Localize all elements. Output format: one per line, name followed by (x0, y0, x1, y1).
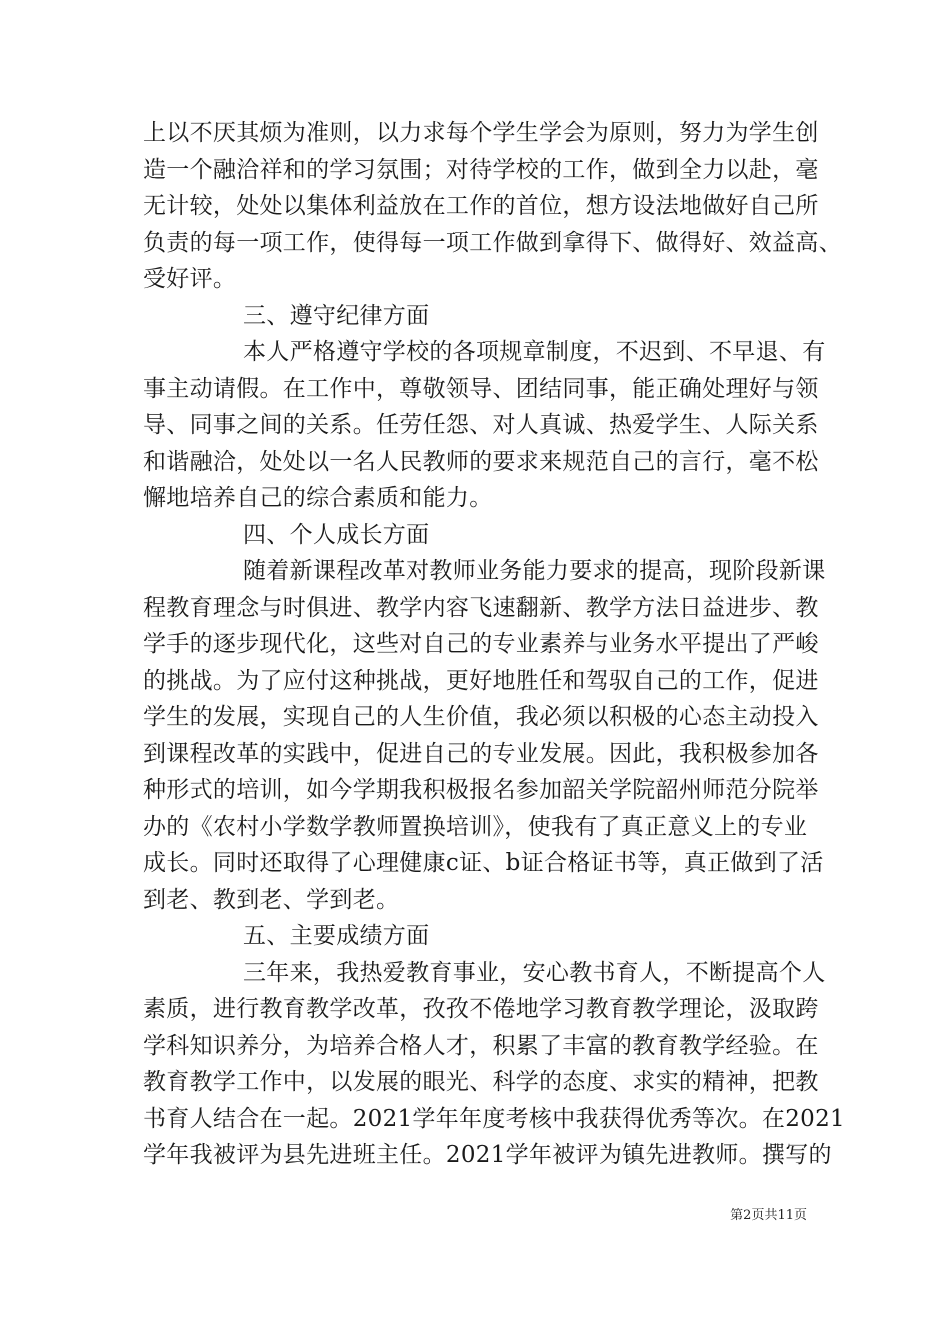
section-heading: 三、遵守纪律方面 (243, 302, 430, 329)
paragraph-line: 学科知识养分，为培养合格人才，积累了丰富的教育教学经验。在 (143, 1032, 819, 1059)
page-number: 第2页共11页 (730, 1208, 807, 1223)
paragraph-line: 导、同事之间的关系。任劳任怨、对人真诚、热爱学生、人际关系 (143, 412, 819, 438)
paragraph-line: 学手的逐步现代化，这些对自己的专业素养与业务水平提出了严峻 (143, 631, 819, 657)
paragraph-line: 和谐融洽，处处以一名人民教师的要求来规范自己的言行，毫不松 (143, 448, 819, 475)
paragraph-line: 三年来，我热爱教育事业，安心教书育人，不断提高个人 (243, 959, 826, 986)
paragraph-line: 无计较，处处以集体利益放在工作的首位，想方设法地做好自己所 (143, 193, 819, 219)
document-body (143, 115, 845, 1174)
paragraph-line: 上以不厌其烦为准则，以力求每个学生学会为原则，努力为学生创 (143, 120, 819, 146)
paragraph-line: 教育教学工作中，以发展的眼光、科学的态度、求实的精神，把教 (143, 1069, 819, 1095)
paragraph-line: 造一个融洽祥和的学习氛围；对待学校的工作，做到全力以赴，毫 (143, 156, 819, 183)
paragraph-line: 素质，进行教育教学改革，孜孜不倦地学习教育教学理论，汲取跨 (143, 996, 819, 1022)
paragraph-line: 书育人结合在一起。2021学年年度考核中我获得优秀等次。在2021 (143, 1105, 845, 1132)
paragraph-line: 受好评。 (143, 266, 237, 292)
paragraph-line: 懈地培养自己的综合素质和能力。 (143, 485, 493, 511)
paragraph-line: 种形式的培训，如今学期我积极报名参加韶关学院韶州师范分院举 (143, 777, 819, 803)
paragraph-line: 程教育理念与时俱进、教学内容飞速翻新、教学方法日益进步、教 (143, 594, 819, 621)
paragraph-line: 负责的每一项工作，使得每一项工作做到拿得下、做得好、效益高、 (143, 229, 842, 256)
section-heading: 五、主要成绩方面 (243, 923, 430, 949)
paragraph-line: 随着新课程改革对教师业务能力要求的提高，现阶段新课 (243, 558, 826, 584)
paragraph-line: 事主动请假。在工作中，尊敬领导、团结同事，能正确处理好与领 (143, 375, 819, 402)
paragraph-line: 的挑战。为了应付这种挑战，更好地胜任和驾驭自己的工作，促进 (143, 667, 819, 694)
paragraph-line: 学年我被评为县先进班主任。2021学年被评为镇先进教师。撰写的 (143, 1142, 832, 1168)
paragraph-line: 本人严格遵守学校的各项规章制度，不迟到、不早退、有 (243, 339, 826, 365)
section-heading: 四、个人成长方面 (243, 521, 430, 548)
paragraph-line: 办的《农村小学数学教师置换培训》，使我有了真正意义上的专业 (143, 813, 808, 840)
paragraph-line: 成长。同时还取得了心理健康c证、b证合格证书等，真正做到了活 (143, 850, 824, 876)
paragraph-line: 学生的发展，实现自己的人生价值，我必须以积极的心态主动投入 (143, 704, 819, 730)
paragraph-line: 到课程改革的实践中，促进自己的专业发展。因此，我积极参加各 (143, 740, 819, 767)
paragraph-line: 到老、教到老、学到老。 (143, 886, 400, 913)
